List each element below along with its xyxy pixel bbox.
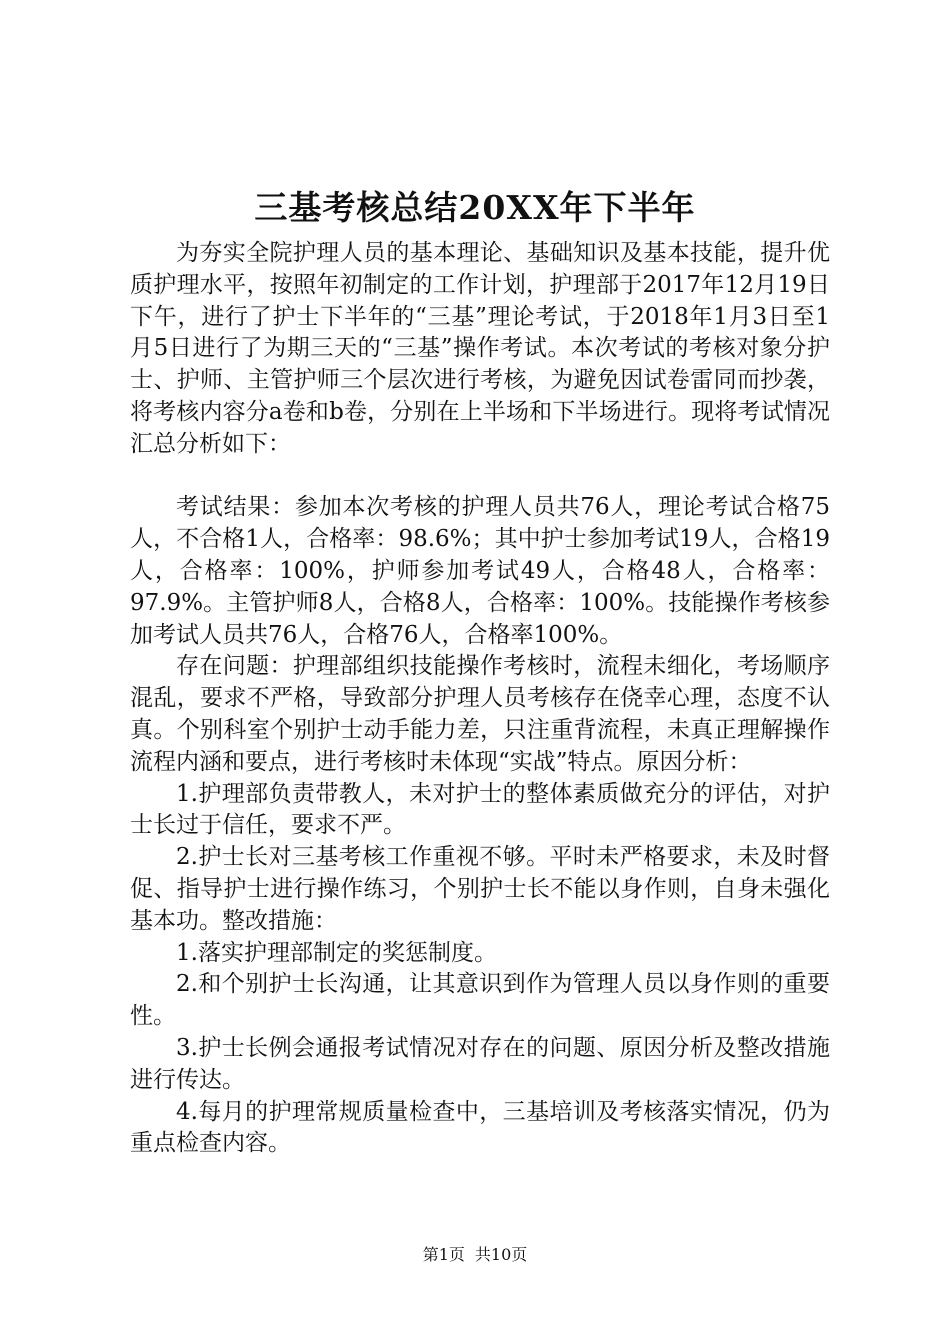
paragraph-cause-1: 1.护理部负责带教人，未对护士的整体素质做充分的评估，对护士长过于信任，要求不严。	[130, 780, 830, 839]
page-number: 第1页	[422, 1245, 465, 1264]
paragraph-measure-4: 4.每月的护理常规质量检查中，三基培训及考核落实情况，仍为重点检查内容。	[130, 1098, 830, 1157]
paragraph-measure-2: 2.和个别护士长沟通，让其意识到作为管理人员以身作则的重要性。	[130, 971, 830, 1030]
paragraph-results: 考试结果：参加本次考核的护理人员共76人，理论考试合格75人，不合格1人，合格率：98.6%；其中护士参加考试19人，合格19人，合格率：100%，护师参加考试49人，合格48人，合格率：97.9%。主管护师8人，合格8人，合格率：100%。技能操作考核参加考试人员共76人，合格76人，合格率100%。	[130, 494, 830, 648]
paragraph-measure-1: 1.落实护理部制定的奖惩制度。	[176, 939, 497, 966]
document-title: 三基考核总结20XX年下半年	[254, 188, 696, 227]
paragraph-measure-3: 3.护士长例会通报考试情况对存在的问题、原因分析及整改措施进行传达。	[130, 1034, 830, 1093]
paragraph-intro: 为夯实全院护理人员的基本理论、基础知识及基本技能，提升优质护理水平，按照年初制定的工作计划，护理部于2017年12月19日下午，进行了护士下半年的“三基”理论考试，于2018年1月3日至1月5日进行了为期三天的“三基”操作考试。本次考试的考核对象分护士、护师、主管护师三个层次进行考核，为避免因试卷雷同而抄袭，将考核内容分a卷和b卷，分别在上半场和下半场进行。现将考试情况汇总分析如下：	[130, 240, 830, 457]
paragraph-problems: 存在问题：护理部组织技能操作考核时，流程未细化，考场顺序混乱，要求不严格，导致部分护理人员考核存在侥幸心理，态度不认真。个别科室个别护士动手能力差，只注重背流程，未真正理解操作流程内涵和要点，进行考核时未体现“实战”特点。原因分析：	[130, 653, 830, 775]
page-total: 共10页	[474, 1245, 528, 1264]
page-footer	[0, 1244, 950, 1266]
paragraph-cause-2: 2.护士长对三基考核工作重视不够。平时未严格要求，未及时督促、指导护士进行操作练习，个别护士长不能以身作则，自身未强化基本功。整改措施：	[130, 844, 830, 934]
document-body	[130, 238, 830, 1160]
